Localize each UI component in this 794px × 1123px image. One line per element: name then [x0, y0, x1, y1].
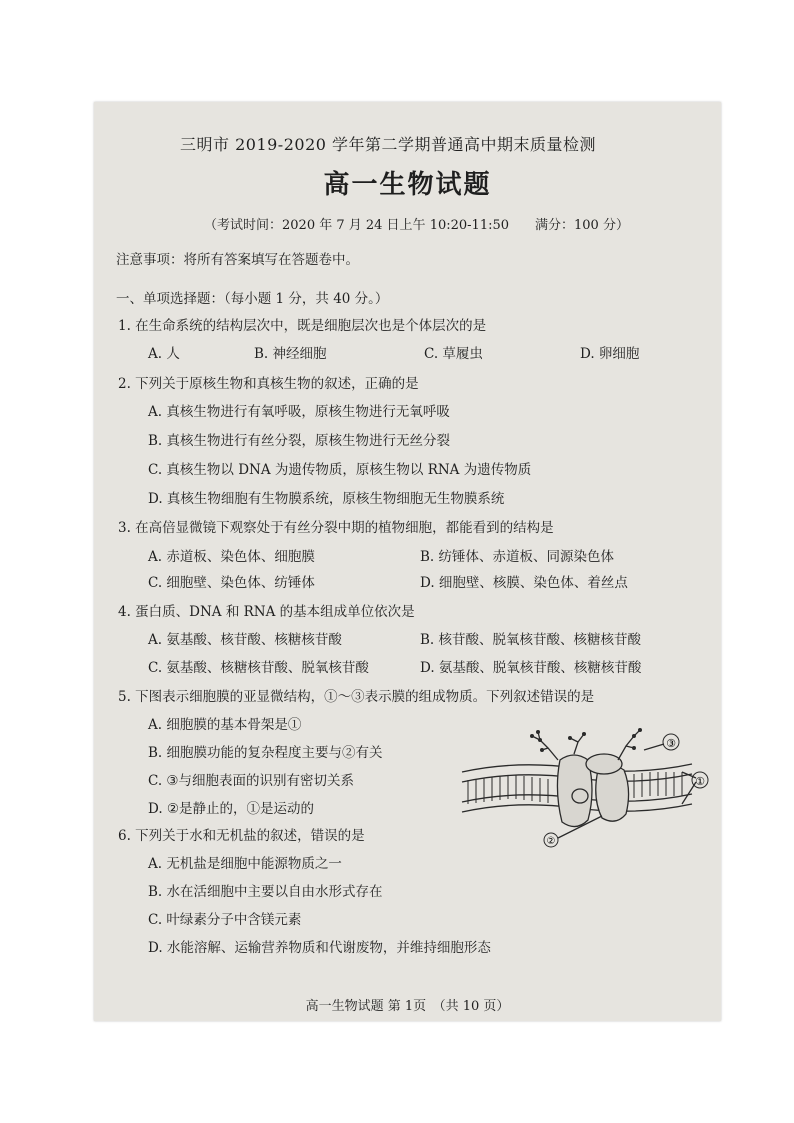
question-1-stem: 1. 在生命系统的结构层次中，既是细胞层次也是个体层次的是	[118, 318, 487, 334]
question-6-option-d: D. 水能溶解、运输营养物质和代谢废物，并维持细胞形态	[148, 940, 491, 956]
question-2-option-b: B. 真核生物进行有丝分裂，原核生物进行无丝分裂	[148, 433, 451, 449]
question-1-option-c: C. 草履虫	[424, 346, 483, 362]
section-title: 一、单项选择题：（每小题 1 分，共 40 分。）	[116, 291, 389, 307]
question-3-option-b: B. 纺锤体、赤道板、同源染色体	[420, 549, 615, 565]
question-2-option-a: A. 真核生物进行有氧呼吸，原核生物进行无氧呼吸	[148, 404, 450, 420]
question-3-option-a: A. 赤道板、染色体、细胞膜	[148, 549, 315, 565]
question-2-option-d: D. 真核生物细胞有生物膜系统，原核生物细胞无生物膜系统	[148, 491, 505, 507]
exam-header-line: 三明市 2019-2020 学年第二学期普通高中期末质量检测	[180, 135, 597, 154]
question-6-option-b: B. 水在活细胞中主要以自由水形式存在	[148, 884, 383, 900]
question-3-option-d: D. 细胞壁、核膜、染色体、着丝点	[420, 575, 628, 591]
question-6-stem: 6. 下列关于水和无机盐的叙述，错误的是	[118, 828, 365, 844]
question-1-option-b: B. 神经细胞	[254, 346, 327, 362]
question-6-option-c: C. 叶绿素分子中含镁元素	[148, 912, 302, 928]
question-5-option-d: D. ②是静止的，①是运动的	[148, 801, 315, 817]
diagram-label-2: ②	[546, 836, 556, 847]
question-1-option-a: A. 人	[148, 346, 180, 362]
question-4-stem: 4. 蛋白质、DNA 和 RNA 的基本组成单位依次是	[118, 604, 415, 620]
question-4-option-c: C. 氨基酸、核糖核苷酸、脱氧核苷酸	[148, 660, 369, 676]
question-5-option-c: C. ③与细胞表面的识别有密切关系	[148, 773, 355, 789]
diagram-label-3: ③	[666, 737, 676, 750]
question-3-option-c: C. 细胞壁、染色体、纺锤体	[148, 575, 315, 591]
question-4-option-b: B. 核苷酸、脱氧核苷酸、核糖核苷酸	[420, 632, 642, 648]
question-2-stem: 2. 下列关于原核生物和真核生物的叙述，正确的是	[118, 376, 419, 392]
diagram-label-1: ①	[695, 775, 705, 788]
question-5-option-b: B. 细胞膜功能的复杂程度主要与②有关	[148, 745, 383, 761]
exam-meta: （考试时间：2020 年 7 月 24 日上午 10:20-11:50 满分：100 分）	[204, 218, 629, 233]
exam-notice: 注意事项：将所有答案填写在答题卷中。	[116, 252, 359, 268]
question-2-option-c: C. 真核生物以 DNA 为遗传物质，原核生物以 RNA 为遗传物质	[148, 462, 532, 478]
question-5-stem: 5. 下图表示细胞膜的亚显微结构，①～③表示膜的组成物质。下列叙述错误的是	[118, 689, 595, 705]
exam-page	[94, 102, 721, 1021]
question-1-option-d: D. 卵细胞	[580, 346, 640, 362]
page-footer: 高一生物试题 第 1页 （共 10 页）	[305, 999, 510, 1014]
question-4-option-a: A. 氨基酸、核苷酸、核糖核苷酸	[148, 632, 342, 648]
question-5-option-a: A. 细胞膜的基本骨架是①	[148, 717, 302, 733]
cell-membrane-diagram	[456, 720, 711, 848]
page-title: 高一生物试题	[323, 170, 492, 200]
question-4-option-d: D. 氨基酸、脱氧核苷酸、核糖核苷酸	[420, 660, 642, 676]
question-3-stem: 3. 在高倍显微镜下观察处于有丝分裂中期的植物细胞，都能看到的结构是	[118, 520, 554, 536]
question-6-option-a: A. 无机盐是细胞中能源物质之一	[148, 856, 342, 872]
